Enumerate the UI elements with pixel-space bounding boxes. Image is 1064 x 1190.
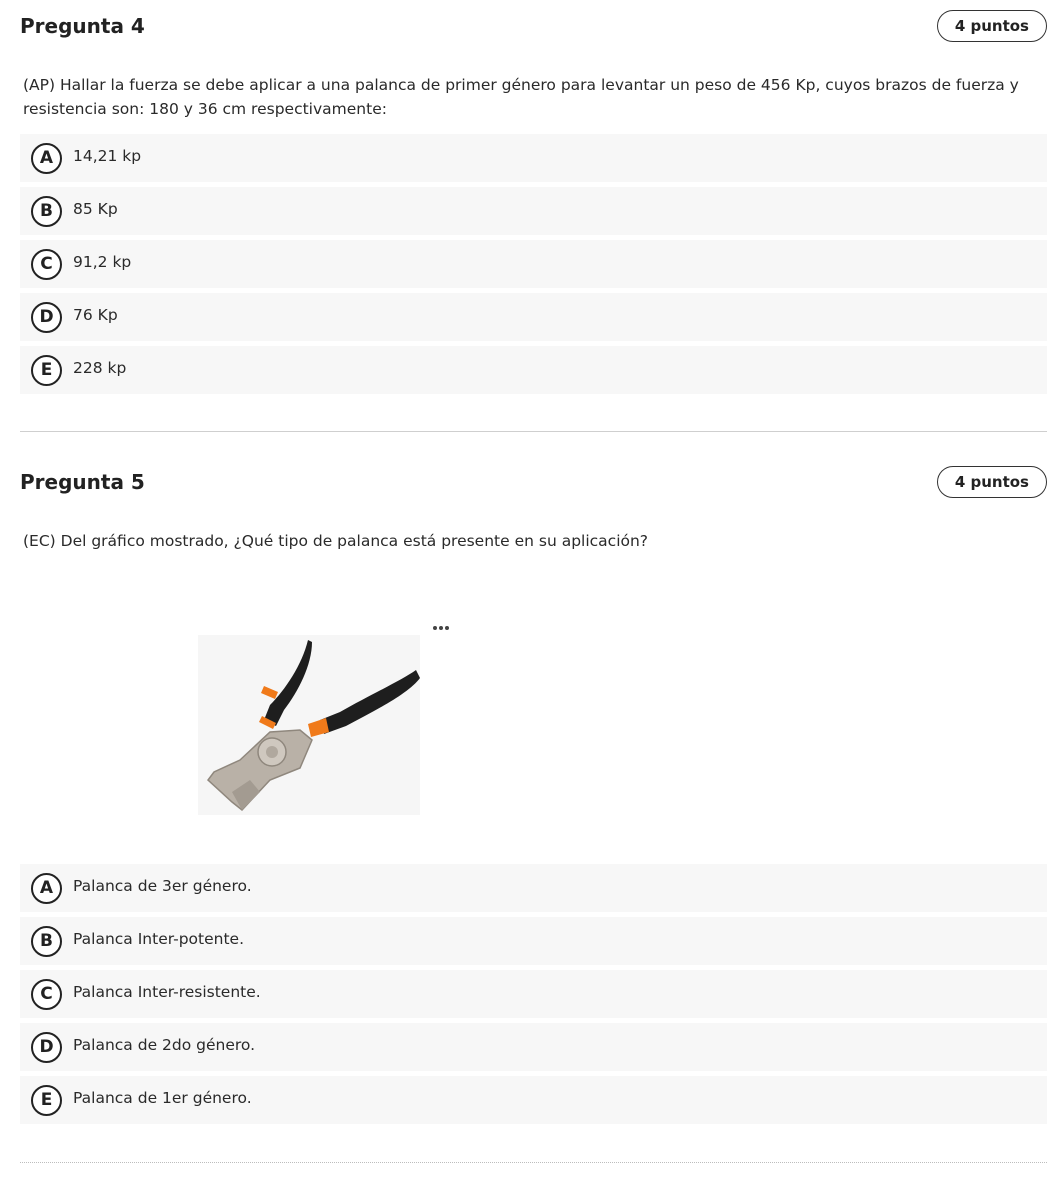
option-b[interactable] [20, 917, 1047, 965]
option-text: 85 Kp [73, 200, 118, 218]
question-5 [20, 466, 1047, 1110]
option-text: Palanca Inter-potente. [73, 930, 245, 948]
question-4 [20, 10, 1047, 380]
question-text: (EC) Del gráfico mostrado, ¿Qué tipo de palanca está presente en su aplicación? [23, 532, 649, 550]
option-e[interactable] [20, 346, 1047, 394]
question-title: Pregunta 4 [20, 14, 145, 38]
bottom-divider [20, 1162, 1047, 1163]
option-c[interactable] [20, 240, 1047, 288]
option-c[interactable] [20, 970, 1047, 1018]
question-title: Pregunta 5 [20, 470, 145, 494]
option-letter: E [31, 355, 62, 386]
option-e[interactable] [20, 1076, 1047, 1124]
option-text: Palanca de 1er género. [73, 1089, 252, 1107]
option-letter: E [31, 1085, 62, 1116]
option-letter: D [31, 302, 62, 333]
question-header [20, 10, 1047, 44]
option-letter: D [31, 1032, 62, 1063]
option-letter: C [31, 979, 62, 1010]
option-a[interactable] [20, 134, 1047, 182]
pliers-image [180, 620, 470, 825]
option-letter: B [31, 926, 62, 957]
pivot-center [266, 746, 278, 758]
question-text: (AP) Hallar la fuerza se debe aplicar a una palanca de primer género para levantar un peso de 456 Kp, cuyos brazos de fuerza y resistencia son: 180 y 36 cm respectivamente: [23, 76, 1019, 118]
question-divider [20, 431, 1047, 432]
option-a[interactable] [20, 864, 1047, 912]
option-letter: A [31, 143, 62, 174]
points-badge: 4 puntos [937, 10, 1047, 42]
question-header [20, 466, 1047, 500]
more-options-icon[interactable] [430, 620, 452, 636]
option-d[interactable] [20, 293, 1047, 341]
option-text: 14,21 kp [73, 147, 142, 165]
option-b[interactable] [20, 187, 1047, 235]
option-letter: A [31, 873, 62, 904]
options-list [20, 134, 1047, 399]
option-text: Palanca de 2do género. [73, 1036, 256, 1054]
option-text: 76 Kp [73, 306, 118, 324]
option-text: Palanca Inter-resistente. [73, 983, 261, 1001]
option-letter: C [31, 249, 62, 280]
points-badge: 4 puntos [937, 466, 1047, 498]
option-text: 228 kp [73, 359, 127, 377]
option-text: Palanca de 3er género. [73, 877, 252, 895]
options-list [20, 864, 1047, 1129]
option-d[interactable] [20, 1023, 1047, 1071]
option-text: 91,2 kp [73, 253, 132, 271]
option-letter: B [31, 196, 62, 227]
